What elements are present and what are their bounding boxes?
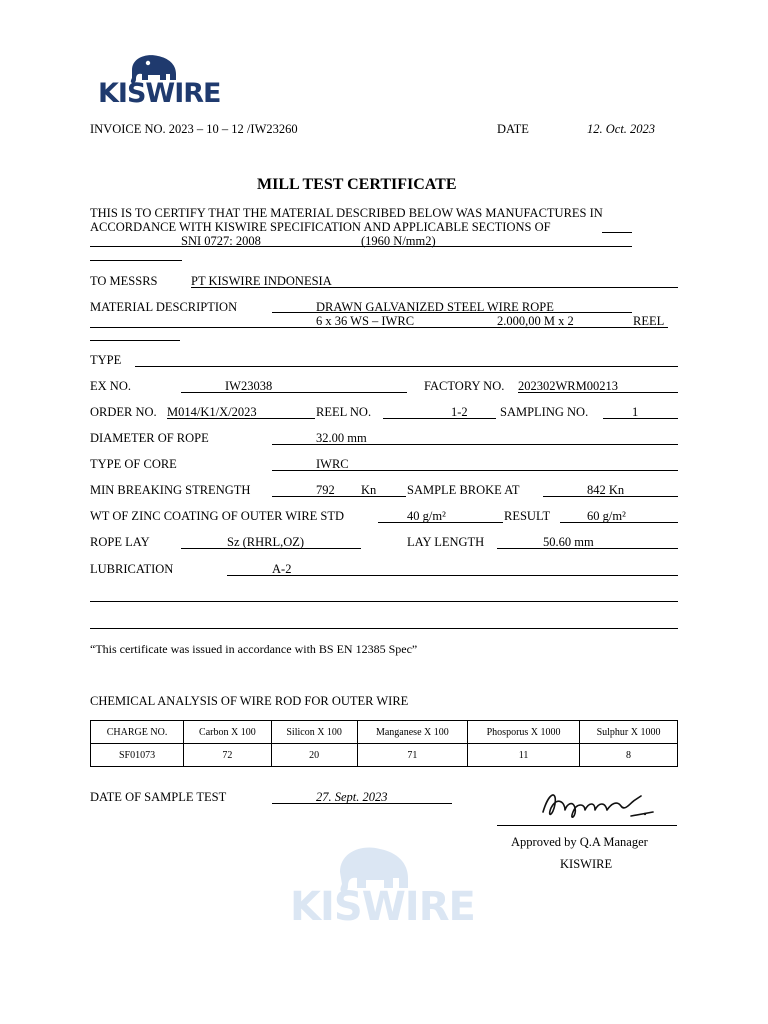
underline bbox=[167, 418, 315, 419]
order-no-label: ORDER NO. bbox=[90, 405, 157, 419]
underline bbox=[90, 327, 668, 328]
min-break-value: 792 bbox=[316, 483, 335, 497]
type-label: TYPE bbox=[90, 353, 122, 367]
underline bbox=[518, 392, 678, 393]
strength-spec: (1960 N/mm2) bbox=[361, 234, 436, 248]
underline bbox=[90, 246, 632, 247]
underline bbox=[497, 548, 678, 549]
chem-header-cell: Silicon X 100 bbox=[271, 721, 357, 744]
invoice-number: INVOICE NO. 2023 – 10 – 12 /IW23260 bbox=[90, 122, 298, 136]
manager-signature bbox=[535, 782, 660, 827]
material-length: 2.000,00 M x 2 bbox=[497, 314, 574, 328]
reel-no-value: 1-2 bbox=[451, 405, 468, 419]
chem-cell: 71 bbox=[357, 744, 467, 767]
underline bbox=[602, 232, 632, 233]
sample-broke-value: 842 Kn bbox=[587, 483, 625, 497]
core-label: TYPE OF CORE bbox=[90, 457, 177, 471]
chem-cell: 11 bbox=[468, 744, 580, 767]
underline bbox=[181, 392, 407, 393]
reel-no-label: REEL NO. bbox=[316, 405, 372, 419]
chem-cell: SF01073 bbox=[91, 744, 184, 767]
sample-test-date: 27. Sept. 2023 bbox=[316, 790, 388, 804]
underline bbox=[560, 522, 678, 523]
diameter-value: 32.00 mm bbox=[316, 431, 367, 445]
min-break-unit: Kn bbox=[361, 483, 377, 497]
underline bbox=[90, 260, 182, 261]
ex-no-label: EX NO. bbox=[90, 379, 131, 393]
chem-header-cell: Sulphur X 1000 bbox=[580, 721, 678, 744]
svg-text:KISWIRE: KISWIRE bbox=[290, 884, 475, 926]
core-value: IWRC bbox=[316, 457, 349, 471]
zinc-label: WT OF ZINC COATING OF OUTER WIRE STD bbox=[90, 509, 345, 523]
min-break-label: MIN BREAKING STRENGTH bbox=[90, 483, 251, 497]
chem-cell: 8 bbox=[580, 744, 678, 767]
lay-length-label: LAY LENGTH bbox=[407, 535, 485, 549]
svg-text:KISWIRE: KISWIRE bbox=[98, 78, 221, 106]
factory-no-value: 202302WRM00213 bbox=[518, 379, 618, 393]
approval-company: KISWIRE bbox=[560, 857, 613, 871]
kiswire-watermark bbox=[288, 840, 482, 926]
intro-line-2: ACCORDANCE WITH KISWIRE SPECIFICATION AND APPLICABLE SECTIONS OF bbox=[90, 220, 551, 234]
invoice-date: 12. Oct. 2023 bbox=[587, 122, 656, 136]
underline bbox=[90, 340, 180, 341]
sampling-no-label: SAMPLING NO. bbox=[500, 405, 589, 419]
chem-header-cell: Carbon X 100 bbox=[184, 721, 272, 744]
order-no-value: M014/K1/X/2023 bbox=[167, 405, 257, 419]
date-label: DATE bbox=[497, 122, 529, 136]
to-messrs-value: PT KISWIRE INDONESIA bbox=[191, 274, 332, 288]
chem-header-cell: CHARGE NO. bbox=[91, 721, 184, 744]
underline bbox=[272, 496, 406, 497]
underline bbox=[378, 522, 503, 523]
chem-table bbox=[90, 720, 678, 767]
lubrication-value: A-2 bbox=[272, 562, 292, 576]
underline bbox=[272, 444, 678, 445]
chem-header-cell: Manganese X 100 bbox=[357, 721, 467, 744]
material-unit: REEL bbox=[633, 314, 665, 328]
zinc-std-value: 40 g/m² bbox=[407, 509, 446, 523]
underline bbox=[181, 548, 361, 549]
underline bbox=[272, 312, 632, 313]
chem-data-row bbox=[91, 744, 678, 767]
rope-lay-label: ROPE LAY bbox=[90, 535, 150, 549]
material-description: DRAWN GALVANIZED STEEL WIRE ROPE bbox=[316, 300, 554, 314]
chem-header-cell: Phosporus X 1000 bbox=[468, 721, 580, 744]
underline bbox=[191, 287, 678, 288]
chem-heading: CHEMICAL ANALYSIS OF WIRE ROD FOR OUTER WIRE bbox=[90, 694, 409, 708]
underline bbox=[603, 418, 678, 419]
underline bbox=[272, 803, 452, 804]
result-value: 60 g/m² bbox=[587, 509, 626, 523]
underline bbox=[90, 628, 678, 629]
lubrication-label: LUBRICATION bbox=[90, 562, 174, 576]
underline bbox=[135, 366, 678, 367]
diameter-label: DIAMETER OF ROPE bbox=[90, 431, 209, 445]
result-label: RESULT bbox=[504, 509, 551, 523]
rope-lay-value: Sz (RHRL,OZ) bbox=[227, 535, 305, 549]
kiswire-logo bbox=[96, 50, 226, 106]
sample-test-label: DATE OF SAMPLE TEST bbox=[90, 790, 227, 804]
to-messrs-label: TO MESSRS bbox=[90, 274, 158, 288]
underline bbox=[543, 496, 678, 497]
material-label: MATERIAL DESCRIPTION bbox=[90, 300, 238, 314]
lay-length-value: 50.60 mm bbox=[543, 535, 594, 549]
underline bbox=[272, 470, 678, 471]
chem-header-row bbox=[91, 721, 678, 744]
underline bbox=[227, 575, 678, 576]
signature-line bbox=[497, 825, 677, 826]
underline bbox=[90, 601, 678, 602]
certificate-note: “This certificate was issued in accordance with BS EN 12385 Spec” bbox=[90, 642, 418, 656]
chem-cell: 20 bbox=[271, 744, 357, 767]
sample-broke-label: SAMPLE BROKE AT bbox=[407, 483, 520, 497]
chem-cell: 72 bbox=[184, 744, 272, 767]
document-title: MILL TEST CERTIFICATE bbox=[257, 176, 457, 193]
factory-no-label: FACTORY NO. bbox=[424, 379, 505, 393]
sampling-no-value: 1 bbox=[632, 405, 639, 419]
material-construction: 6 x 36 WS – IWRC bbox=[316, 314, 415, 328]
underline bbox=[383, 418, 496, 419]
intro-line-1: THIS IS TO CERTIFY THAT THE MATERIAL DESCRIBED BELOW WAS MANUFACTURES IN bbox=[90, 206, 603, 220]
approval-title: Approved by Q.A Manager bbox=[511, 835, 648, 849]
ex-no-value: IW23038 bbox=[225, 379, 273, 393]
standard-spec: SNI 0727: 2008 bbox=[181, 234, 261, 248]
